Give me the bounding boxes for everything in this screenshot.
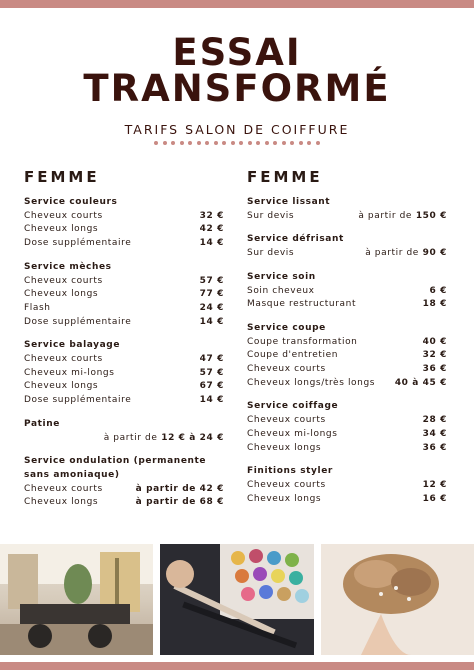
price-label: Coupe d'entretien <box>247 350 339 361</box>
price-row <box>24 288 224 302</box>
title-line-1: ESSAI <box>172 31 302 74</box>
price-row <box>24 237 224 251</box>
price-label: Soin cheveux <box>247 285 315 296</box>
service-name: Service balayage <box>24 340 121 351</box>
price-amount: 57 € <box>199 275 224 286</box>
price-label: Cheveux courts <box>247 364 326 375</box>
price-value <box>200 210 224 224</box>
price-amount: 28 € <box>422 415 447 426</box>
price-row <box>24 483 224 497</box>
price-value <box>358 210 447 224</box>
price-row <box>247 479 447 493</box>
price-amount: 47 € <box>199 354 224 365</box>
hair-updo-photo <box>321 544 474 655</box>
service-name: Service mèches <box>24 261 112 272</box>
bottom-accent-bar <box>0 662 474 670</box>
price-label: Cheveux mi-longs <box>24 367 115 378</box>
price-amount: 57 € <box>199 367 224 378</box>
price-amount: 24 € <box>199 302 224 313</box>
price-amount: 150 € <box>415 210 447 221</box>
price-amount: à partir de 42 € <box>135 483 224 494</box>
price-row <box>247 210 447 224</box>
price-row <box>247 493 447 507</box>
price-label: Flash <box>24 302 51 313</box>
price-row <box>247 285 447 299</box>
price-label: Cheveux longs <box>24 381 99 392</box>
price-prefix: à partir de <box>103 432 158 443</box>
price-row <box>24 496 224 510</box>
price-value <box>200 380 224 394</box>
price-row <box>24 432 224 446</box>
price-value <box>423 442 447 456</box>
left-price-column <box>24 168 224 520</box>
price-row <box>247 336 447 350</box>
price-row <box>24 275 224 289</box>
price-amount: 12 € <box>422 479 447 490</box>
service-name: Service lissant <box>247 197 331 207</box>
service-group <box>247 271 447 312</box>
price-label: Cheveux courts <box>24 275 103 286</box>
price-value <box>200 223 224 237</box>
photo-strip <box>0 544 474 655</box>
price-value <box>423 363 447 377</box>
price-value <box>200 288 224 302</box>
service-name: Finitions styler <box>247 466 333 477</box>
price-amount: 36 € <box>422 442 447 453</box>
price-prefix: à partir de <box>358 210 413 221</box>
price-value <box>423 479 447 493</box>
price-label: Masque restructurant <box>247 299 357 310</box>
price-label: Cheveux courts <box>247 479 326 490</box>
price-amount: 36 € <box>422 364 447 375</box>
price-row <box>247 428 447 442</box>
price-amount: 14 € <box>199 395 224 406</box>
price-label: Cheveux courts <box>24 210 103 221</box>
service-name: Service soin <box>247 271 316 282</box>
price-label: Dose supplémentaire <box>24 395 132 406</box>
price-value <box>423 428 447 442</box>
price-amount: 14 € <box>199 238 224 249</box>
service-group <box>247 322 447 391</box>
price-row <box>24 380 224 394</box>
column-heading: FEMME <box>24 168 100 186</box>
price-amount: 40 € <box>422 336 447 347</box>
service-group <box>247 400 447 455</box>
price-value <box>200 316 224 330</box>
price-row <box>24 210 224 224</box>
price-amount: 16 € <box>422 493 447 504</box>
price-amount: 67 € <box>199 381 224 392</box>
service-group <box>247 196 447 223</box>
price-label: Cheveux longs <box>24 224 99 235</box>
service-name: Service défrisant <box>247 234 344 245</box>
price-label: Sur devis <box>247 248 295 259</box>
price-value <box>200 353 224 367</box>
price-amount: 32 € <box>199 210 224 221</box>
price-value <box>423 336 447 350</box>
subtitle: TARIFS SALON DE COIFFURE <box>124 122 350 137</box>
service-name: Service coupe <box>247 322 326 333</box>
service-group <box>247 465 447 506</box>
price-amount: 32 € <box>422 350 447 361</box>
price-label: Cheveux longs <box>247 442 322 453</box>
service-name: Service coiffage <box>247 401 339 412</box>
price-value <box>365 247 447 261</box>
price-label: Cheveux longs <box>24 289 99 300</box>
price-label: Cheveux longs/très longs <box>247 377 376 388</box>
price-amount: 14 € <box>199 316 224 327</box>
price-amount: 77 € <box>199 289 224 300</box>
service-name: Service couleurs <box>24 197 118 207</box>
price-label: Cheveux longs <box>24 497 99 508</box>
service-group <box>24 261 224 330</box>
price-value <box>200 237 224 251</box>
price-value <box>104 432 224 446</box>
price-row <box>247 377 447 391</box>
price-value <box>430 285 447 299</box>
price-value <box>423 493 447 507</box>
price-label: Cheveux courts <box>24 483 103 494</box>
price-value <box>136 496 224 510</box>
price-label: Cheveux courts <box>24 354 103 365</box>
price-label: Cheveux courts <box>247 415 326 426</box>
service-group <box>24 339 224 408</box>
service-name: Service ondulation (permanente sans amoniaque) <box>24 456 207 480</box>
price-row <box>247 298 447 312</box>
price-amount: 6 € <box>429 285 447 296</box>
price-row <box>247 414 447 428</box>
price-label: Dose supplémentaire <box>24 238 132 249</box>
price-value <box>200 367 224 381</box>
price-value <box>423 349 447 363</box>
price-prefix: à partir de <box>365 248 419 259</box>
service-group <box>24 418 224 445</box>
price-amount: 42 € <box>199 224 224 235</box>
price-row <box>24 394 224 408</box>
price-row <box>247 363 447 377</box>
price-row <box>247 442 447 456</box>
price-value <box>423 298 447 312</box>
price-amount: 18 € <box>422 299 447 310</box>
price-label: Cheveux longs <box>247 493 322 504</box>
price-value <box>395 377 447 391</box>
price-label: Dose supplémentaire <box>24 316 132 327</box>
price-label: Cheveux mi-longs <box>247 428 338 439</box>
price-amount: à partir de 68 € <box>135 497 224 508</box>
price-value <box>200 394 224 408</box>
price-value <box>136 483 224 497</box>
service-group <box>247 233 447 260</box>
title-line-2: TRANSFORMÉ <box>83 67 391 110</box>
price-row <box>247 247 447 261</box>
price-amount: 40 à 45 € <box>394 377 447 388</box>
price-label: Coupe transformation <box>247 336 358 347</box>
price-row <box>24 353 224 367</box>
price-label: Sur devis <box>247 210 295 221</box>
makeup-palette-photo <box>160 544 314 655</box>
right-price-column <box>247 168 447 516</box>
price-value <box>200 302 224 316</box>
price-row <box>24 302 224 316</box>
service-name: Patine <box>24 418 60 429</box>
service-group <box>24 196 224 251</box>
column-heading: FEMME <box>247 168 323 186</box>
top-accent-bar <box>0 0 474 8</box>
service-group <box>24 455 224 510</box>
price-amount: 12 € à 24 € <box>161 432 224 443</box>
price-value <box>200 275 224 289</box>
price-amount: 90 € <box>422 248 447 259</box>
price-value <box>423 414 447 428</box>
price-amount: 34 € <box>422 428 447 439</box>
price-row <box>24 316 224 330</box>
price-row <box>24 367 224 381</box>
salon-interior-photo <box>0 544 153 655</box>
price-row <box>247 349 447 363</box>
dot-divider <box>154 141 320 147</box>
price-row <box>24 223 224 237</box>
